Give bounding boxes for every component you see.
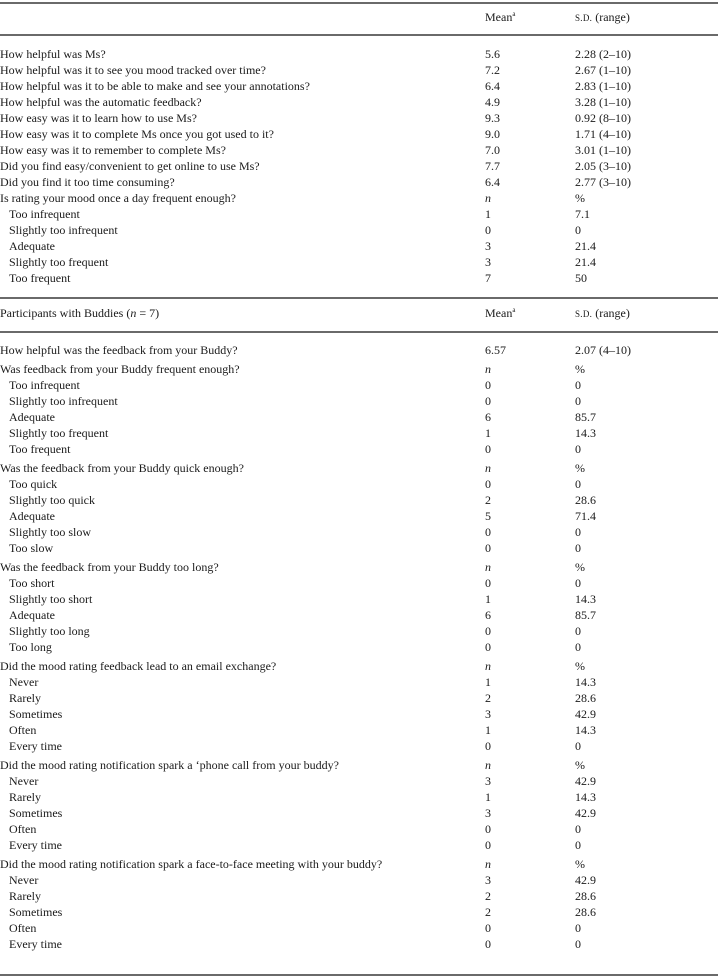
option-row: Too slow 0 0 xyxy=(9,541,581,555)
option-row: Rarely 2 28.6 xyxy=(9,691,596,705)
mean-column-header: Mean$^a$ xyxy=(485,306,516,320)
table2-body xyxy=(0,342,718,952)
option-row: Slightly too infrequent 0 0 xyxy=(9,394,581,408)
table1-header-row xyxy=(0,9,718,26)
table-row: How easy was it to remember to complete Ms? 7.0 3.01 (1–10) xyxy=(0,143,631,157)
question-row: Was feedback from your Buddy frequent enough? n % xyxy=(0,362,585,376)
table-row: How helpful was it to be able to make and see your annotations? 6.4 2.83 (1–10) xyxy=(0,79,631,93)
table2-top-rule xyxy=(0,297,718,299)
option-row: Too frequent 0 0 xyxy=(9,442,581,456)
sd-column-header: S.D. (range) xyxy=(575,306,630,320)
option-row: Slightly too infrequent 0 0 xyxy=(9,223,581,237)
option-row: Rarely 2 28.6 xyxy=(9,889,596,903)
footnote-a: a xyxy=(512,10,516,18)
table2-header-label: Participants with Buddies (n = 7) xyxy=(0,306,160,320)
table2-header-rule xyxy=(0,331,718,333)
option-row: Slightly too short 1 14.3 xyxy=(9,592,596,606)
question-row: Did the mood rating feedback lead to an email exchange? n % xyxy=(0,659,585,673)
question-row: Did the mood rating notification spark a ‘phone call from your buddy? n % xyxy=(0,758,585,772)
option-row: Adequate 6 85.7 xyxy=(9,608,596,622)
table1-header-rule xyxy=(0,34,718,36)
table-row: How helpful was Ms? 5.6 2.28 (2–10) xyxy=(0,47,631,61)
option-row: Slightly too quick 2 28.6 xyxy=(9,493,596,507)
option-row: Too short 0 0 xyxy=(9,576,581,590)
option-row: Often 0 0 xyxy=(9,921,581,935)
option-row: Sometimes 2 28.6 xyxy=(9,905,596,919)
option-row: Too frequent 7 50 xyxy=(9,271,587,285)
question-row: Did the mood rating notification spark a face-to-face meeting with your buddy? n % xyxy=(0,857,585,871)
table-row: How helpful was the automatic feedback? 4.9 3.28 (1–10) xyxy=(0,95,631,109)
option-row: Adequate 3 21.4 xyxy=(9,239,596,253)
sd-column-header: S.D. (range) xyxy=(575,10,630,24)
option-row: Adequate 6 85.7 xyxy=(9,410,596,424)
table-row: How helpful was it to see you mood tracked over time? 7.2 2.67 (1–10) xyxy=(0,63,631,77)
option-row: Too quick 0 0 xyxy=(9,477,581,491)
option-row: Never 3 42.9 xyxy=(9,774,596,788)
table1-header xyxy=(0,9,718,26)
option-row: Slightly too frequent 3 21.4 xyxy=(9,255,596,269)
table-bottom-rule xyxy=(0,974,718,976)
question-row: Is rating your mood once a day frequent enough? n % xyxy=(0,191,585,205)
question-row: Was the feedback from your Buddy quick enough? n % xyxy=(0,461,585,475)
table-row: How helpful was the feedback from your Buddy? 6.57 2.07 (4–10) xyxy=(0,343,631,357)
table1-body xyxy=(0,46,718,286)
option-row: Too infrequent 1 7.1 xyxy=(9,207,590,221)
option-row: Adequate 5 71.4 xyxy=(9,509,596,523)
table-row: How easy was it to complete Ms once you got used to it? 9.0 1.71 (4–10) xyxy=(0,127,631,141)
option-row: Every time 0 0 xyxy=(9,838,581,852)
option-row: Every time 0 0 xyxy=(9,739,581,753)
question-row: Was the feedback from your Buddy too long? n % xyxy=(0,560,585,574)
table2-header xyxy=(0,305,718,322)
mean-column-header: Mean$^a$ xyxy=(485,10,516,24)
option-row: Every time 0 0 xyxy=(9,937,581,951)
table1-top-rule xyxy=(0,2,718,4)
option-row: Often 1 14.3 xyxy=(9,723,596,737)
option-row: Too long 0 0 xyxy=(9,640,581,654)
table-row: Did you find it too time consuming? 6.4 2.77 (3–10) xyxy=(0,175,631,189)
table-row: Did you find easy/convenient to get online to use Ms? 7.7 2.05 (3–10) xyxy=(0,159,631,173)
option-row: Often 0 0 xyxy=(9,822,581,836)
option-row: Never 3 42.9 xyxy=(9,873,596,887)
option-row: Slightly too long 0 0 xyxy=(9,624,581,638)
option-row: Slightly too slow 0 0 xyxy=(9,525,581,539)
option-row: Never 1 14.3 xyxy=(9,675,596,689)
option-row: Slightly too frequent 1 14.3 xyxy=(9,426,596,440)
footnote-a: a xyxy=(512,306,516,314)
option-row: Sometimes 3 42.9 xyxy=(9,806,596,820)
table-row: How easy was it to learn how to use Ms? 9.3 0.92 (8–10) xyxy=(0,111,631,125)
option-row: Too infrequent 0 0 xyxy=(9,378,581,392)
option-row: Rarely 1 14.3 xyxy=(9,790,596,804)
option-row: Sometimes 3 42.9 xyxy=(9,707,596,721)
table2-header-row xyxy=(0,305,718,322)
